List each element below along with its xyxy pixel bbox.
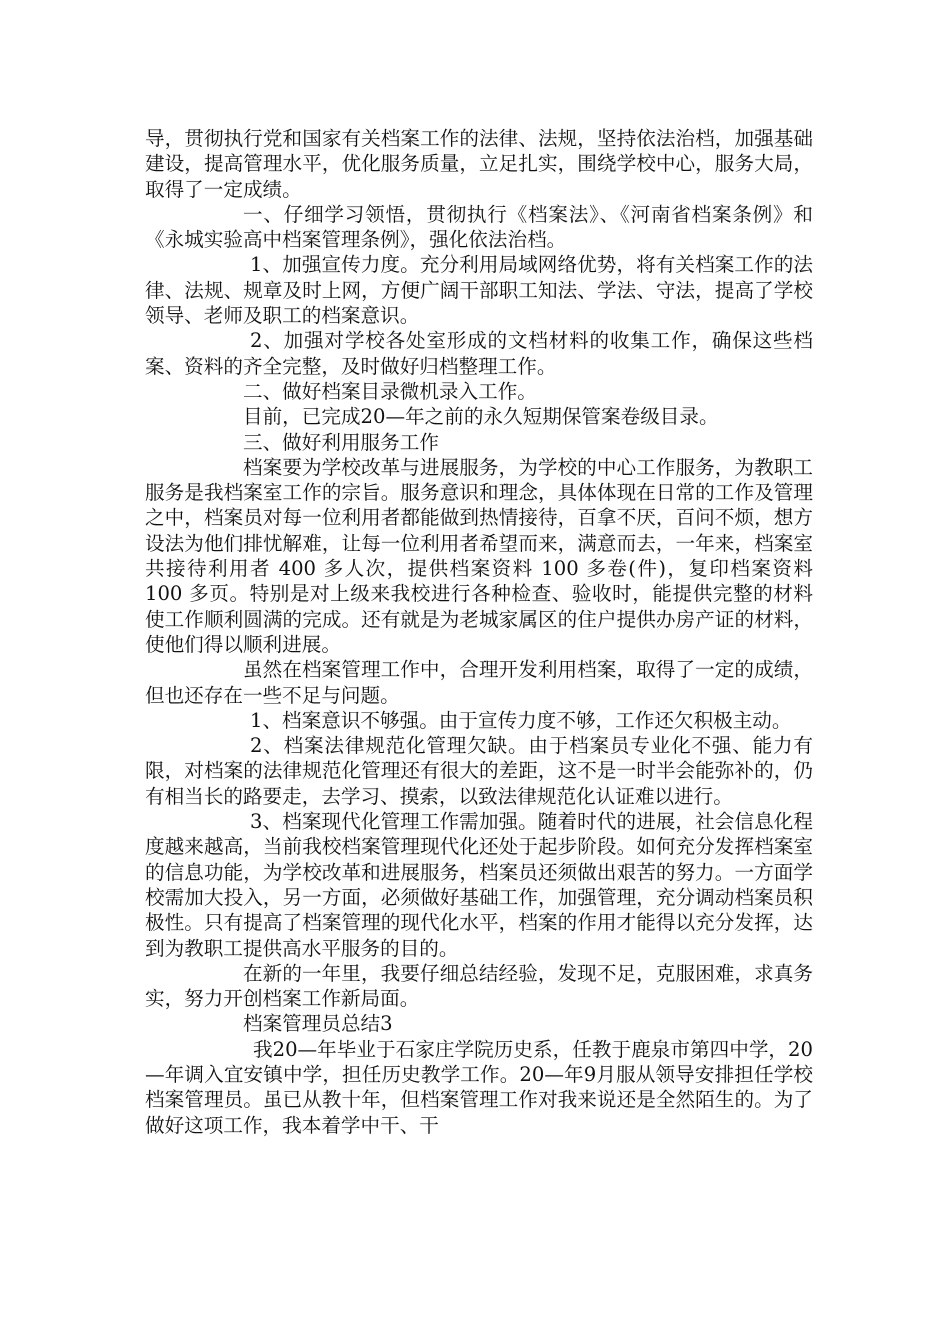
section-title: 档案管理员总结3 — [243, 1012, 393, 1036]
paragraph: 1、档案意识不够强。由于宣传力度不够，工作还欠积极主动。 — [250, 708, 792, 732]
paragraph: 1、加强宣传力度。充分利用局域网络优势，将有关档案工作的法律、法规、规章及时上网，方便广阔干部职工知法、学法、守法，提高了学校领导、老师及职工的档案意识。 — [145, 253, 813, 328]
paragraph: 档案要为学校改革与进展服务，为学校的中心工作服务，为教职工服务是我档案室工作的宗旨。服务意识和理念，具体体现在日常的工作及管理之中，档案员对每一位利用者都能做到热情接待，百拿不厌，百问不烦，想方设法为他们排忧解难，让每一位利用者希望而来，满意而去，一年来，档案室共接待利用者 400 多人次，提供档案资料 100 多卷(件)，复印档案资料 100 多页。特别是对上级来我校进行各种检查、验收时，能提供完整的材料使工作顺利圆满的完成。还有就是为老城家属区的住户提供办房产证的材料，使他们得以顺利进展。 — [145, 455, 813, 656]
paragraph: 虽然在档案管理工作中，合理开发利用档案，取得了一定的成绩，但也还存在一些不足与问题。 — [145, 658, 813, 707]
section-heading: 三、做好利用服务工作 — [243, 430, 439, 454]
paragraph: 我20—年毕业于石家庄学院历史系，任教于鹿泉市第四中学，20—年调入宜安镇中学，担任历史教学工作。20—年9月服从领导安排担任学校档案管理员。虽已从教十年，但档案管理工作对我来说还是全然陌生的。为了做好这项工作，我本着学中干、干 — [145, 1037, 813, 1137]
paragraph: 在新的一年里，我要仔细总结经验，发现不足，克服困难，求真务实，努力开创档案工作新局面。 — [145, 961, 813, 1011]
paragraph: 2、加强对学校各处室形成的文档材料的收集工作，确保这些档案、资料的齐全完整，及时做好归档整理工作。 — [145, 329, 813, 378]
section-heading: 二、做好档案目录微机录入工作。 — [243, 379, 537, 403]
paragraph: 目前，已完成20—年之前的永久短期保管案卷级目录。 — [243, 405, 719, 429]
paragraph: 导，贯彻执行党和国家有关档案工作的法律、法规，坚持依法治档，加强基础建设，提高管理水平，优化服务质量，立足扎实，围绕学校中心，服务大局，取得了一定成绩。 — [145, 127, 813, 201]
paragraph: 2、档案法律规范化管理欠缺。由于档案员专业化不强、能力有限，对档案的法律规范化管理还有很大的差距，这不是一时半会能弥补的，仍有相当长的路要走，去学习、摸索，以致法律规范化认证难以进行。 — [145, 734, 813, 808]
paragraph: 3、档案现代化管理工作需加强。随着时代的进展，社会信息化程度越来越高，当前我校档案管理现代化还处于起步阶段。如何充分发挥档案室的信息功能，为学校改革和进展服务，档案员还须做出艰苦的努力。一方面学校需加大投入，另一方面，必须做好基础工作，加强管理，充分调动档案员积极性。只有提高了档案管理的现代化水平，档案的作用才能得以充分发挥，达到为教职工提供高水平服务的目的。 — [145, 810, 813, 960]
document-body — [145, 126, 813, 1138]
paragraph: 一、仔细学习领悟，贯彻执行《档案法》、《河南省档案条例》和《永城实验高中档案管理条例》，强化依法治档。 — [145, 202, 813, 252]
